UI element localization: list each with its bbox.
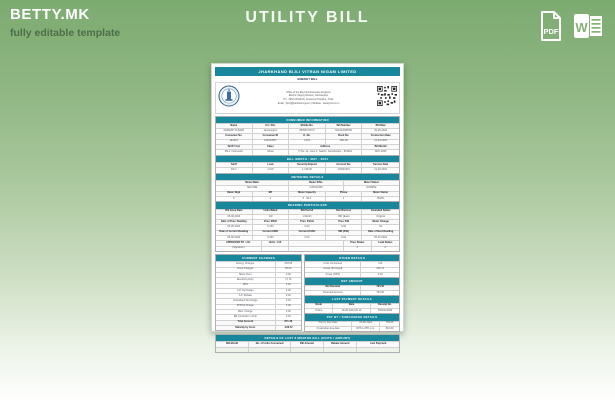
table-row [216,149,399,154]
table-cell: JSR (East) [326,215,363,219]
table-cell: Meter Rent [216,273,276,277]
consumer-info-table [215,116,400,252]
table-row [216,283,301,288]
table-row [216,235,399,240]
table-cell: Load [253,163,290,167]
table-cell: H.No. 12, Lane 4, Sakchi, Jamshedpur - 831001 [289,150,362,154]
table-row [216,214,399,219]
office-address-block [242,91,375,106]
table-cell: Prev. KWH [253,220,290,224]
table-cell: Address [289,145,362,149]
table-cell: Rounded Amount [305,291,361,295]
table-cell: 110 [378,262,383,266]
table-cell: 17.79 [285,277,292,281]
table-cell: -436.72 [276,326,302,330]
table-row [216,309,301,314]
table-cell [249,348,291,352]
table-cell: 6 [216,197,253,201]
table-cell: Subsidised Surcharge [216,299,276,303]
table-cell: Mode [305,304,333,308]
table-cell: 5,230 [253,225,290,229]
table-cell: 1,145.00 [289,168,326,172]
table-cell: Service Date [362,163,399,167]
table-cell: Prev. KW [326,220,363,224]
table-cell: DPS 1.25% p.m. [352,327,380,331]
table-cell: K. No. [289,134,326,138]
table-cell: Meter S/No. [289,181,344,185]
table-cell: A.P. Rebate [216,294,276,298]
table-row [216,224,399,229]
table-cell: Account No. [326,163,363,167]
section-band: CURRENT CHARGES [216,255,301,261]
table-row [216,196,399,201]
table-cell: Consumer No. [216,134,253,138]
table-cell: 522410098765 [326,129,363,133]
section-band: READING PARTICULARS [216,201,399,208]
table-cell: Electricity Duty [216,278,276,282]
table-row [216,162,399,167]
table-cell: Total Amount [216,321,276,325]
table-cell: Pay by Due Date [305,322,352,326]
table-row [216,347,399,352]
table-cell: DS-1 / Domestic [216,150,253,154]
bill-doc-type: ENERGY BILL [297,77,318,81]
table-cell: MD (KW) [326,231,363,235]
table-cell: Bill Correction / ACD [216,315,276,319]
table-cell [289,241,344,245]
table-cell: Book No. [326,134,363,138]
table-cell: Name [216,124,253,128]
file-format-icons [538,11,603,41]
table-cell: Bill Issue Date [216,210,253,214]
table-row [216,277,301,282]
table-cell: 0.00 [285,304,291,308]
table-cell: (Signature) [216,247,262,251]
table-cell: 0.00 [285,272,291,276]
table-cell: Meter Status [344,181,399,185]
table-cell: 0.00 [285,283,291,287]
bill-company-title: JHARKHAND BIJLI VITRAN NIGAM LIMITED [215,67,400,76]
table-cell: Rebate Amount [324,342,357,346]
table-row [216,128,399,133]
payment-history-table [215,334,400,353]
table-row [216,288,301,293]
word-file-icon[interactable] [573,11,603,41]
table-cell: 18-05-2024 20:10 [333,309,371,313]
table-cell: Bill Date [362,124,399,128]
table-row [216,304,301,309]
table-cell: 1 [253,197,290,201]
table-cell: Sub Division [326,210,363,214]
office-address-line: Ph : 0657-2431234 | Consumer Helpline : 1912 [283,98,334,101]
table-cell: Arrear (Principal) [305,268,361,272]
table-cell [289,247,344,251]
table-row [305,285,399,290]
section-band: DETAILS OF LAST 6 MONTHS BILL (UNITS / AMOUNT) [216,335,399,341]
company-emblem-logo [218,85,240,112]
table-cell: If paid after due date [305,327,352,331]
table-cell: Meter Owner [362,192,399,196]
section-band: PAY BY / SURCHARGE DETAILS [305,313,399,320]
table-cell: Current KWH [253,231,290,235]
table-cell: DS-1 [216,168,253,172]
page-title: UTILITY BILL [245,9,370,26]
table-cell: 0.00 [377,272,383,276]
table-cell: APPROVED BY / J.E. [216,241,262,245]
table-cell: Meter Capacity [289,192,326,196]
table-cell: Net Demand [305,286,361,290]
table-cell: Date of Current Reading [216,231,253,235]
table-cell [216,348,249,352]
table-cell: Meter Make [216,181,289,185]
table-cell: JBVNL [376,196,385,200]
table-cell: MAY-2024 [374,150,387,154]
table-cell: SECURE [216,186,289,190]
table-row [216,261,301,266]
table-row [216,167,399,172]
table-cell: Misc. Charge [216,310,276,314]
table-cell: Bill Amount [291,342,324,346]
table-cell: 0.00 [285,293,291,297]
table-cell [357,348,399,352]
table-cell: 0.00 [289,225,326,229]
table-cell: Online [305,309,333,313]
table-cell: Bill Month [362,145,399,149]
table-row [216,325,301,330]
table-cell: Mobile No. [289,124,326,128]
table-cell: 05-06-2024 [216,215,253,219]
table-row [216,144,399,149]
table-cell: Prev. Status [344,241,371,245]
bill-header [215,82,400,114]
table-cell: 810.00 [385,326,394,330]
table-cell: Date of Prev. Reading [216,220,253,224]
utility-bill-document [211,63,404,346]
table-cell: 5 - 30 A [289,197,326,201]
table-row [216,191,399,196]
table-row [216,320,301,325]
table-row [305,326,399,331]
table-row [216,209,399,214]
table-cell: Units Consumed [305,262,361,266]
table-cell: 0.00 [285,309,291,313]
table-cell: Bill Period [289,210,326,214]
table-cell: 0.00 [289,236,326,240]
table-cell: Arrear (DPS) [305,273,361,277]
brand-tagline: fully editable template [10,27,121,39]
table-row [216,272,301,277]
section-band: METERING DETAILS [216,173,399,180]
table-cell: 05-06-2024 [374,128,388,132]
office-address-line: Electric Supply Division, Jamshedpur [288,94,329,98]
charges-panels [215,254,400,332]
table-cell: Consumer ID [253,134,290,138]
table-cell: G30412345 [289,186,344,190]
table-cell: 618.65 [284,262,293,266]
table-cell: A.P. Surcharge [216,289,276,293]
table-cell: 794.00 [376,290,385,294]
table-row [216,139,399,144]
table-cell: 12-04-2016 [374,168,388,172]
table-row [216,185,399,190]
table-cell: Security Deposit [289,163,326,167]
current-charges-table [215,254,302,331]
section-band: BILL MONTH : MAY - 2024 [216,155,399,162]
table-cell: 0.00 [285,314,291,318]
table-cell: 80.00 [285,267,292,271]
table-cell: Meter Digit [216,192,253,196]
table-cell: FPPCA Charge [216,305,276,309]
table-cell: Cir / Div. [253,124,290,128]
table-cell: Date of Next Reading [362,231,399,235]
table-row [216,267,301,272]
table-cell [291,348,324,352]
table-cell: Class [253,145,290,149]
table-cell: 05-07-2024 [374,235,388,239]
table-row [216,180,399,185]
table-row [305,303,399,308]
table-row [216,298,301,303]
table-row [216,314,301,319]
amount-summary-table [304,254,400,332]
table-cell: Bill Number [326,124,363,128]
table-row [216,240,399,245]
table-cell: 05-06-2024 [216,236,253,240]
section-band: CONSUMER INFORMATION [216,117,399,123]
brand-logo[interactable]: BETTY.MK [10,6,90,23]
table-cell: 0.92 [326,236,363,240]
table-cell: 415.72 [376,267,385,271]
table-cell: Load Status [372,241,399,245]
table-cell: Jamshedpur [253,129,290,133]
table-row [216,230,399,235]
table-cell: Amended Status [362,210,399,214]
section-band: NET AMOUNT [305,277,399,284]
table-cell: 110 [253,215,290,219]
table-cell: Date [333,304,371,308]
table-row [305,321,399,326]
table-row [305,261,399,266]
table-cell [324,348,357,352]
table-cell: 794.00 [361,286,399,290]
table-cell: Fixed Charges [216,268,276,272]
table-cell [262,247,289,251]
table-row [305,290,399,295]
table-cell: 15-06-2024 [352,322,380,326]
section-band: LAST PAYMENT DETAILS [305,295,399,302]
table-cell: JE4321 [216,140,253,144]
table-cell: 0.00 [285,299,291,303]
table-cell: 110022334 [326,168,363,172]
table-cell: 0.00 [285,288,291,292]
table-cell: Receipt No. [371,304,399,308]
table-cell: Connection Date [362,134,399,138]
table-cell: 100234567 [253,140,290,144]
table-cell: 794.00 [385,321,394,325]
table-cell: 0 [344,247,371,251]
table-cell: NORMAL [366,186,377,189]
pdf-file-icon[interactable] [538,11,564,41]
table-cell: Phase [326,192,363,196]
office-address-line: Office of the Electrical Executive Engineer [286,90,331,94]
table-cell: Prev. KVAH [289,220,326,224]
table-row [305,308,399,313]
table-cell: Original [376,214,385,218]
qr-code [377,86,397,111]
table-row [216,246,399,251]
table-cell: Energy Charges [216,262,276,266]
table-cell: DPS [216,284,276,288]
table-cell: 871.48 [276,321,302,325]
table-cell: 5,340 [253,236,290,240]
table-row [216,341,399,346]
table-cell: Units Billed [253,210,290,214]
table-cell: Tariff / Cat. [216,145,253,149]
table-cell: MF [253,192,290,196]
table-row [305,272,399,277]
table-row [305,267,399,272]
table-cell: RAMESH KUMAR [216,129,253,133]
table-cell: 1 KW [253,168,290,172]
table-cell: JSR-08 [326,140,363,144]
table-cell: Units : 110 [262,241,289,245]
table-row [216,133,399,138]
table-cell: Tariff [216,163,253,167]
table-cell: Meter Change [362,220,399,224]
table-cell: 12-04-2016 [374,139,388,143]
table-cell: No [379,225,383,229]
table-cell: 1234 [289,140,326,144]
table-cell: Subsidy by Govt. [216,326,276,330]
table-row [216,293,301,298]
section-band: OTHER DETAILS [305,255,399,261]
table-row [216,219,399,224]
table-cell: Bill Month [216,342,249,346]
table-cell: TR00123456 [377,308,393,312]
table-cell: 05-05-2024 [216,225,253,229]
table-cell: 98354XXXXX [289,129,326,133]
table-cell: 1 [326,197,363,201]
svg-text:W: W [575,20,588,35]
table-cell: Current KVAH [289,231,326,235]
table-cell: 0.00 [326,225,363,229]
table-cell: 1 Month [289,215,326,219]
table-cell: No. of Units Consumed [249,342,291,346]
table-cell: Urban [253,150,290,154]
table-cell: Last Payment [357,342,399,346]
svg-text:PDF: PDF [543,27,559,36]
table-cell: 0 [384,246,386,250]
office-address-line: Email : jbvnl@jharkhand.gov.in | Website : www.jbvnl.co.in [277,101,340,105]
table-row [216,123,399,128]
